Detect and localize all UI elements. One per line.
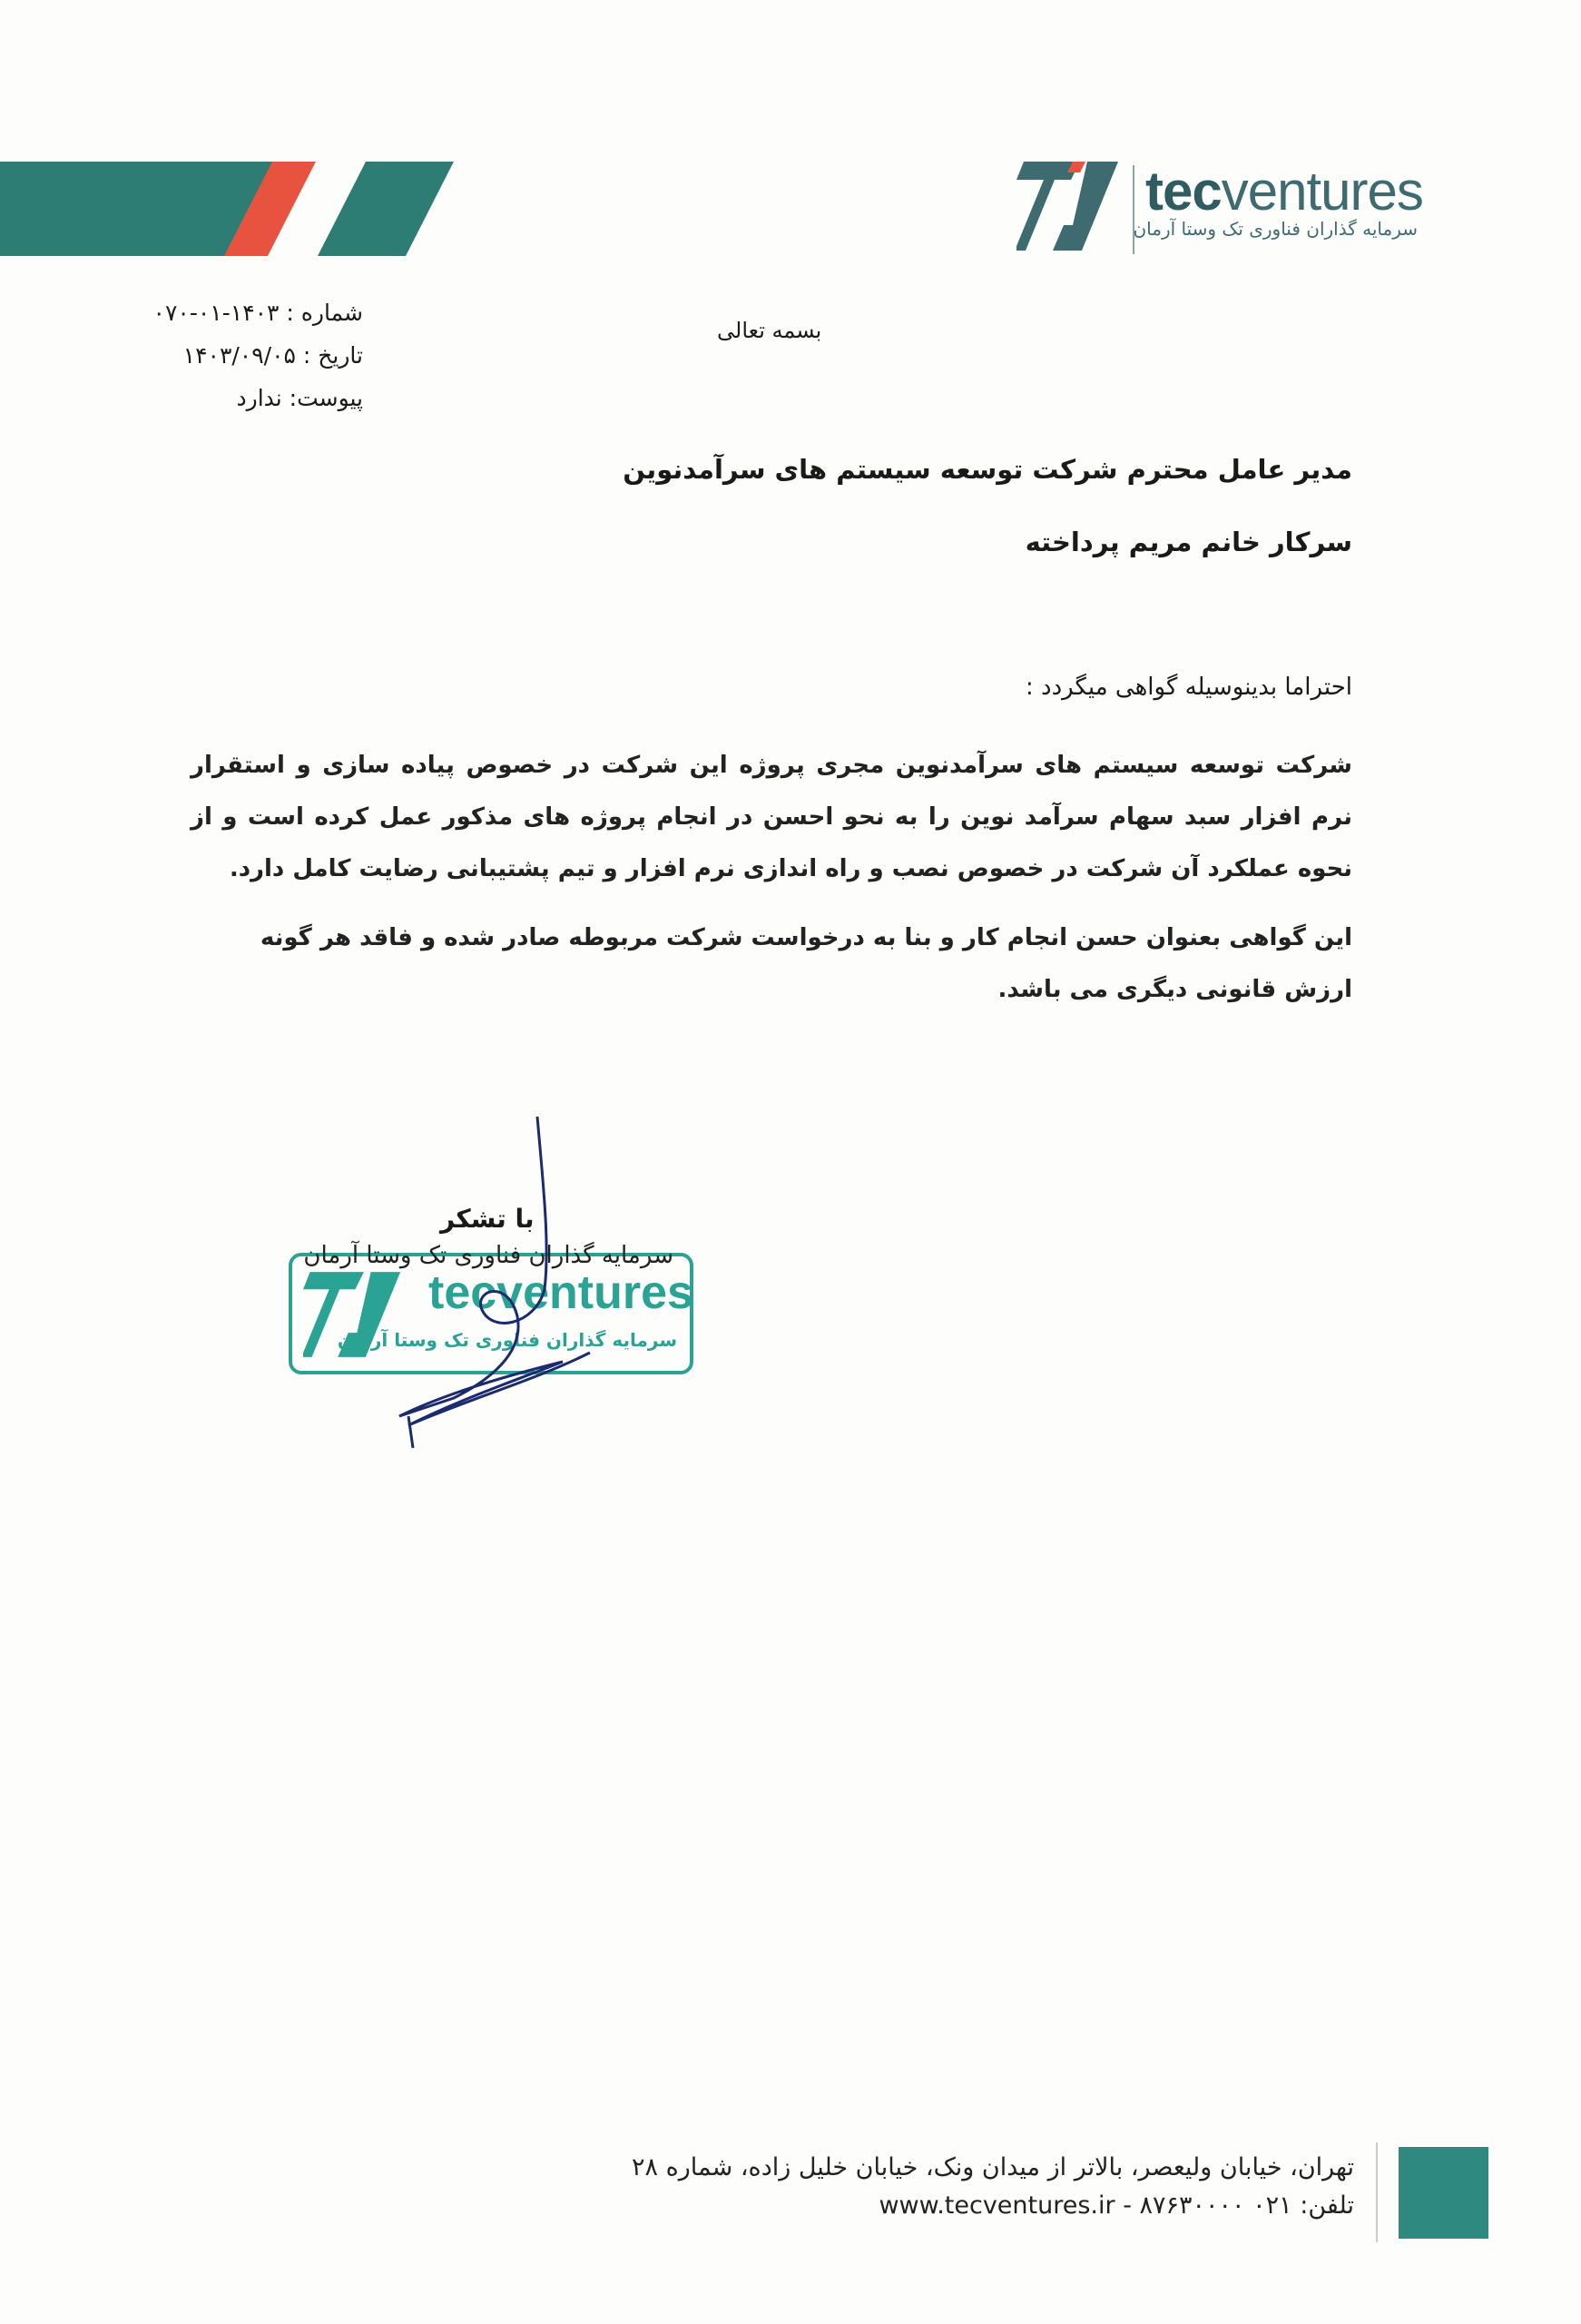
- closing: با تشکر: [440, 1204, 535, 1234]
- footer-contact: تلفن: ۰۲۱ ۸۷۶۳۰۰۰۰ - www.tecventures.ir: [879, 2191, 1354, 2220]
- recipient-name: سرکار خانم مریم پرداخته: [1025, 527, 1352, 557]
- company-logo: [1016, 156, 1423, 256]
- footer-teal-square: [1399, 2147, 1488, 2239]
- logo-wordmark: tecventures: [1145, 161, 1423, 222]
- header-stripe: [0, 162, 463, 256]
- greeting: احتراما بدینوسیله گواهی میگردد :: [1025, 674, 1352, 701]
- signature: [381, 1108, 599, 1452]
- letter-number: شماره : ۱۴۰۳-۰۱-۰۷۰: [152, 300, 363, 326]
- footer-address: تهران، خیابان ولیعصر، بالاتر از میدان ونک، خیابان خلیل زاده، شماره ۲۸: [632, 2153, 1354, 2181]
- logo-divider: [1133, 165, 1134, 254]
- letter-date: تاریخ : ۱۴۰۳/۰۹/۰۵: [182, 342, 363, 369]
- invocation: بسمه تعالی: [717, 318, 822, 343]
- body-paragraph-1: شرکت توسعه سیستم های سرآمدنوین مجری پروژه این شرکت در خصوص پیاده سازی و استقرار نرم افزار سبد سهام سرآمد نوین را به نحو احسن در انجام پروژه های مذکور عمل کرده است و از نحوه عملکرد آن شرکت در خصوص نصب و راه اندازی نرم افزار و تیم پشتیبانی رضایت کامل دارد.: [191, 752, 1352, 882]
- logo-tagline: سرمایه گذاران فناوری تک وستا آرمان: [1133, 218, 1418, 240]
- stamp-brand: tecventures: [428, 1266, 693, 1319]
- footer-divider: [1376, 2142, 1378, 2242]
- stripe-teal-right: [318, 162, 454, 256]
- stamp-top-text: سرمایه گذاران فناوری تک وستا آرمان: [303, 1242, 673, 1269]
- stamp-tagline: سرمایه گذاران فناوری تک وستا آرمان: [337, 1329, 677, 1351]
- logo-mark-icon: [1016, 160, 1121, 252]
- body-paragraph-2: این گواهی بعنوان حسن انجام کار و بنا به درخواست شرکت مربوطه صادر شده و فاقد هر گونه ارزش قانونی دیگری می باشد.: [260, 924, 1352, 1003]
- recipient-title: مدیر عامل محترم شرکت توسعه سیستم های سرآمدنوین: [623, 454, 1352, 485]
- letter-attachment: پیوست: ندارد: [236, 385, 363, 411]
